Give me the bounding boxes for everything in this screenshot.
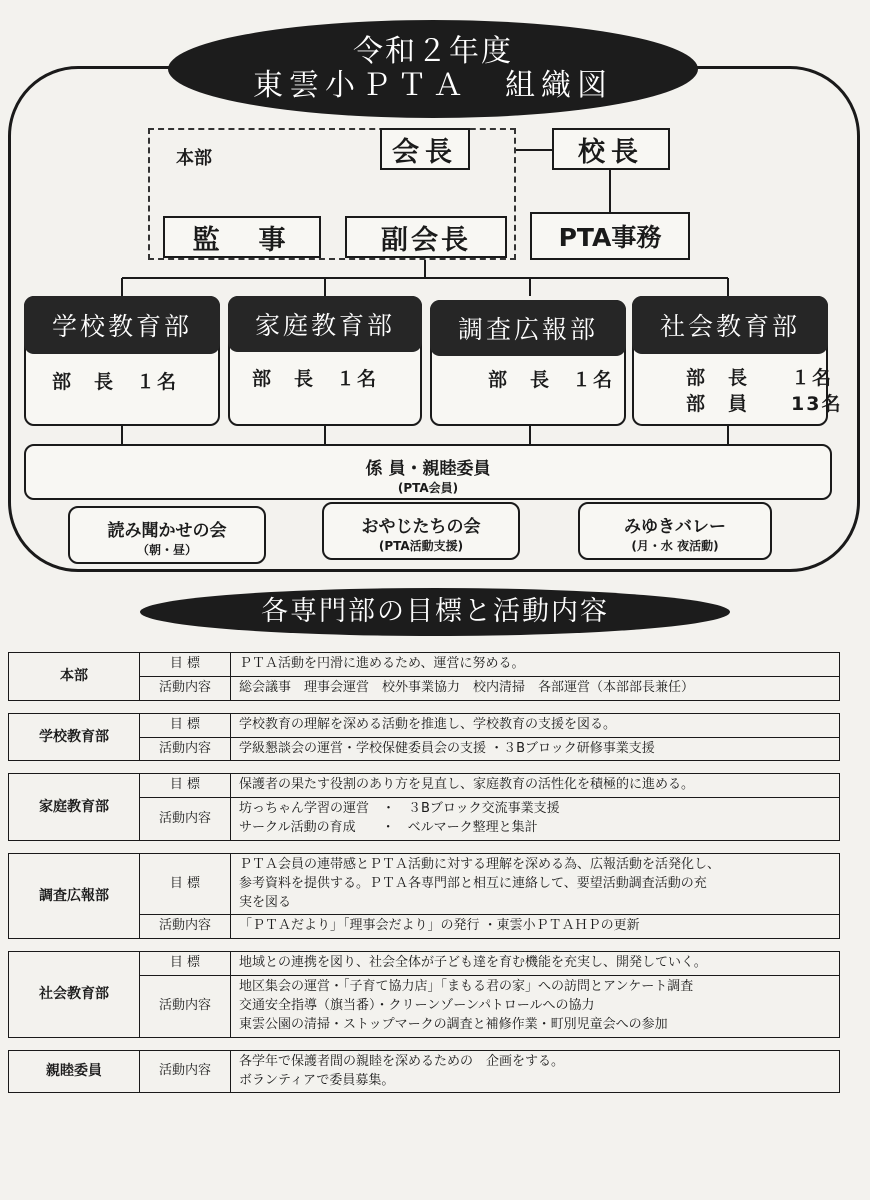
table-row (9, 853, 840, 915)
table-gap-cell (9, 761, 840, 774)
row-kind-cell: 目 標 (140, 952, 231, 976)
row-kind-cell: 活動内容 (140, 798, 231, 841)
dept-counts-gakko: 部 長 １名 (52, 371, 179, 393)
activities-table (8, 652, 840, 1093)
committee-oyaji-label: おやじたちの会 (361, 517, 481, 537)
dept-name-cell: 社会教育部 (9, 952, 140, 1037)
fukukaicho-box: 副会長 (345, 216, 507, 258)
row-kind-cell: 目 標 (140, 774, 231, 798)
committee-oyaji-sub: (PTA活動支援) (378, 539, 464, 553)
row-content-cell (231, 774, 840, 798)
content-line: 総会議事 理事会運営 校外事業協力 校内清掃 各部運営（本部部長兼任） (239, 679, 695, 695)
content-line: 「ＰＴＡだより」「理事会だより」の発行 ・東雲小ＰＴＡＨＰの更新 (239, 918, 640, 934)
dept-counts-chosa: 部 長 １名 (488, 369, 615, 391)
table-gap (9, 761, 840, 774)
kaicho-box: 会長 (380, 128, 470, 170)
honbu-label: 本部 (176, 148, 212, 169)
content-line: 交通安全指導（旗当番）・クリーンゾーンパトロールへの協力 (239, 997, 595, 1013)
content-line: 保護者の果たす役割のあり方を見直し、家庭教育の活性化を積極的に進める。 (239, 777, 695, 793)
row-content-cell (231, 952, 840, 976)
table-row (9, 713, 840, 737)
row-content-cell (231, 976, 840, 1038)
kanji-box: 監 事 (163, 216, 321, 258)
committee-oyaji (322, 502, 520, 560)
content-line: ＰＴＡ会員の連帯感とＰＴＡ活動に対する理解を深める為、広報活動を活発化し、 (239, 856, 721, 872)
row-content-cell (231, 676, 840, 700)
content-line: サークル活動の育成 ・ ベルマーク整理と集計 (239, 820, 538, 836)
content-line: 地域との連携を図り、社会全体が子ども達を育む機能を充実し、開発していく。 (239, 955, 707, 971)
dept-counts-shakai: 部 長 １名 部 員 13名 (686, 367, 843, 415)
content-line: 学級懇談会の運営・学校保健委員会の支援 ・３Bブロック研修事業支援 (239, 740, 655, 756)
members-label: 係 員・親睦委員 (365, 459, 491, 479)
dept-title-chosa: 調査広報部 (430, 300, 626, 356)
table-gap (9, 840, 840, 853)
row-kind-cell: 活動内容 (140, 976, 231, 1038)
dept-title-shakai: 社会教育部 (632, 296, 828, 354)
table-gap-cell (9, 1037, 840, 1050)
row-kind-cell: 活動内容 (140, 915, 231, 939)
dept-title-katei: 家庭教育部 (228, 296, 422, 352)
content-line: 学校教育の理解を深める活動を推進し、学校教育の支援を図る。 (239, 716, 617, 732)
table-gap-cell (9, 700, 840, 713)
members-sub: (PTA会員) (397, 481, 459, 495)
committee-yomikikase (68, 506, 266, 564)
table-row (9, 774, 840, 798)
dept-name-cell: 親睦委員 (9, 1050, 140, 1093)
table-row (9, 952, 840, 976)
kocho-box: 校長 (552, 128, 670, 170)
committee-miyuki (578, 502, 772, 560)
title-banner (168, 20, 698, 118)
row-kind-cell: 目 標 (140, 653, 231, 677)
content-line: ボランティアで委員募集。 (239, 1072, 395, 1088)
row-content-cell (231, 653, 840, 677)
row-content-cell (231, 713, 840, 737)
content-line: 参考資料を提供する。ＰＴＡ各専門部と相互に連絡して、要望活動調査活動の充 (239, 875, 707, 891)
table-row (9, 1050, 840, 1093)
dept-title-gakko: 学校教育部 (24, 296, 220, 354)
row-content-cell (231, 915, 840, 939)
row-content-cell (231, 853, 840, 915)
content-line: 坊っちゃん学習の運営 ・ ３Bブロック交流事業支援 (239, 801, 560, 817)
content-line: 各学年で保護者間の親睦を深めるための 企画をする。 (239, 1053, 565, 1069)
committee-miyuki-sub: (月・水 夜活動) (631, 539, 719, 553)
row-kind-cell: 活動内容 (140, 1050, 231, 1093)
row-kind-cell: 目 標 (140, 853, 231, 915)
table-gap (9, 700, 840, 713)
table-row (9, 653, 840, 677)
content-line: 東雲公園の清掃・ストップマークの調査と補修作業・町別児童会への参加 (239, 1016, 668, 1032)
content-line: 実を図る (239, 894, 292, 910)
table-gap-cell (9, 939, 840, 952)
row-kind-cell: 目 標 (140, 713, 231, 737)
pta-jimu-box: PTA事務 (530, 212, 690, 260)
dept-name-cell: 学校教育部 (9, 713, 140, 761)
row-content-cell (231, 737, 840, 761)
dept-name-cell: 調査広報部 (9, 853, 140, 938)
table-gap-cell (9, 840, 840, 853)
members-box (24, 444, 832, 500)
row-kind-cell: 活動内容 (140, 676, 231, 700)
title-year: 令和２年度 (353, 33, 513, 69)
content-line: ＰＴＡ活動を円滑に進めるため、運営に努める。 (239, 656, 525, 671)
title-main: 東雲小ＰＴＡ 組織図 (253, 68, 613, 103)
row-content-cell (231, 798, 840, 841)
dept-counts-katei: 部 長 １名 (252, 368, 379, 390)
committee-miyuki-label: みゆきバレー (624, 517, 726, 537)
dept-name-cell: 本部 (9, 653, 140, 701)
subtitle-banner (140, 588, 730, 636)
dept-name-cell: 家庭教育部 (9, 774, 140, 841)
committee-yomikikase-sub: （朝・昼） (136, 543, 197, 557)
table-gap (9, 1037, 840, 1050)
committee-yomikikase-label: 読み聞かせの会 (107, 521, 227, 541)
table-gap (9, 939, 840, 952)
content-line: 地区集会の運営・「子育て協力店」「まもる君の家」への訪問とアンケート調査 (239, 979, 694, 995)
subtitle-text: 各専門部の目標と活動内容 (261, 596, 609, 628)
row-kind-cell: 活動内容 (140, 737, 231, 761)
row-content-cell (231, 1050, 840, 1093)
